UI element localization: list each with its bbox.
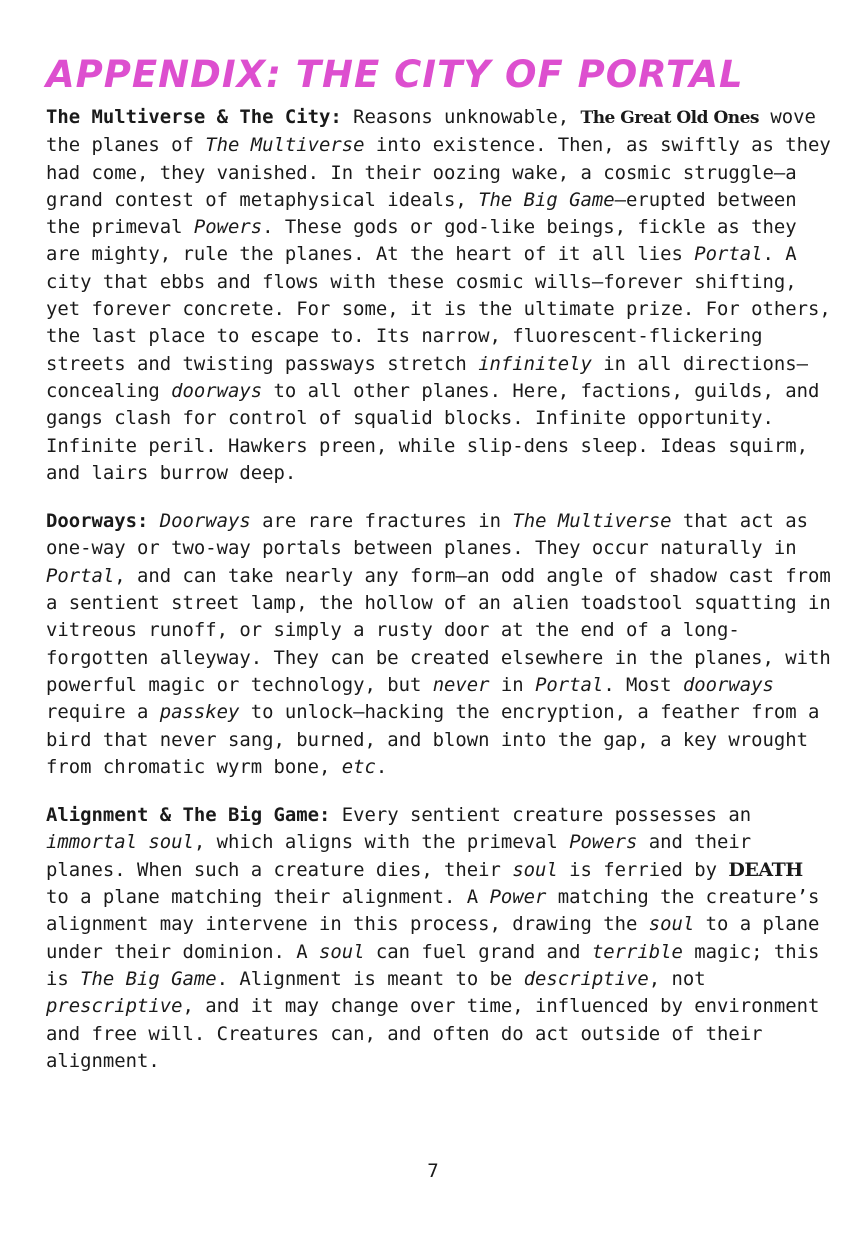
emphasis: infinitely	[478, 352, 592, 375]
emphasis: Power	[489, 886, 547, 909]
emphasis: descriptive	[523, 967, 649, 990]
text-run: , and can take nearly any form—an odd angle of shadow cast from a sentient street lamp, the hollow of an alien toadstool squatting in vitreous runoff, or simply a rusty door at the end of a long-forgotten alleyway. They can be created elsewhere in the planes, with powerful magic or technology, but	[46, 564, 831, 696]
paragraph-heading: Alignment & The Big Game:	[46, 804, 331, 827]
paragraph-doorways	[46, 508, 836, 781]
paragraph-alignment	[46, 802, 836, 1075]
emphasis: Portal	[535, 673, 604, 696]
text-run: , not	[648, 967, 706, 990]
text-run	[148, 510, 159, 532]
emphasis: never	[432, 673, 490, 696]
death-term: DEATH	[728, 858, 803, 881]
text-run: —erupted between the primeval	[46, 188, 797, 239]
text-run: in	[489, 673, 536, 696]
text-run: is ferried by	[557, 858, 729, 881]
text-run: to all other planes. Here, factions, guilds, and gangs clash for control of squalid blocks. Infinite opportunity. Infinite peril. Hawkers preen, while slip-dens sleep. Ideas squirm, and lairs burrow deep.	[46, 379, 820, 484]
text-run: in all directions—concealing	[46, 352, 809, 402]
text-run: into existence. Then, as swiftly as they had come, they vanished. In their oozing wake, a cosmic struggle—a grand contest of metaphysical ideals,	[46, 134, 831, 211]
text-run: are rare fractures in	[250, 510, 513, 533]
paragraph-multiverse	[46, 104, 836, 487]
text-run: wove the planes of	[46, 106, 816, 157]
text-run: . Most	[603, 673, 683, 696]
text-run: Reasons unknowable,	[341, 106, 581, 128]
emphasis: prescriptive	[46, 995, 183, 1018]
text-run: Every sentient creature possesses an	[330, 804, 752, 827]
text-run: . Alignment is meant to be	[216, 967, 524, 990]
emphasis: Powers	[569, 831, 638, 854]
text-run: can fuel grand and	[364, 940, 592, 963]
emphasis: soul	[512, 858, 558, 881]
text-run: that act as one-way or two-way portals between planes. They occur naturally in	[46, 510, 809, 560]
emphasis: immortal soul	[46, 831, 194, 854]
paragraph-heading: The Multiverse & The City:	[46, 106, 342, 128]
text-run: matching the creature’s alignment may intervene in this process, drawing the	[46, 886, 820, 936]
emphasis: etc	[341, 755, 376, 778]
text-run: and their planes. When such a creature dies, their	[46, 831, 752, 881]
text-run: . These gods or god-like beings, fickle as they are mighty, rule the planes. At the heart of it all lies	[46, 216, 797, 266]
emphasis: soul	[318, 940, 365, 963]
text-run: to a plane under their dominion. A	[46, 913, 820, 963]
text-run: require a	[46, 701, 160, 724]
emphasis: The Multiverse	[205, 134, 365, 157]
emphasis: Portal	[46, 564, 115, 587]
page-number: 7	[427, 1160, 439, 1182]
emphasis: The Big Game	[80, 967, 217, 990]
emphasis: The Big Game	[478, 188, 615, 211]
emphasis: Powers	[193, 216, 263, 239]
emphasis: Doorways	[159, 510, 251, 533]
paragraph-heading: Doorways:	[46, 510, 149, 533]
body-text	[46, 104, 836, 1096]
emphasis: passkey	[159, 701, 240, 724]
emphasis: soul	[648, 913, 695, 936]
great-old-ones-term: The Great Old Ones	[580, 108, 759, 128]
emphasis: Portal	[694, 243, 763, 266]
emphasis: terrible	[591, 940, 683, 963]
emphasis: doorways	[171, 379, 263, 402]
text-run: .	[375, 755, 388, 778]
text-run: magic; this is	[46, 940, 820, 990]
text-run: to unlock—hacking the encryption, a feather from a bird that never sang, burned, and blown into the gap, a key wrought from chromatic wyrm bone,	[46, 701, 820, 778]
text-run: , which aligns with the primeval	[193, 831, 570, 854]
text-run: to a plane matching their alignment. A	[46, 886, 490, 909]
page-title: APPENDIX: THE CITY OF PORTAL	[46, 53, 744, 96]
emphasis: The Multiverse	[512, 510, 672, 533]
text-run: . A city that ebbs and flows with these cosmic wills—forever shifting, yet forever concrete. For some, it is the ultimate prize. For others, the last place to escape to. Its narrow, fluorescent-flickering streets and twisting passways stretch	[46, 243, 831, 375]
text-run: , and it may change over time, influenced by environment and free will. Creatures can, and often do act outside of their alignment.	[46, 995, 820, 1072]
emphasis: doorways	[682, 673, 774, 696]
